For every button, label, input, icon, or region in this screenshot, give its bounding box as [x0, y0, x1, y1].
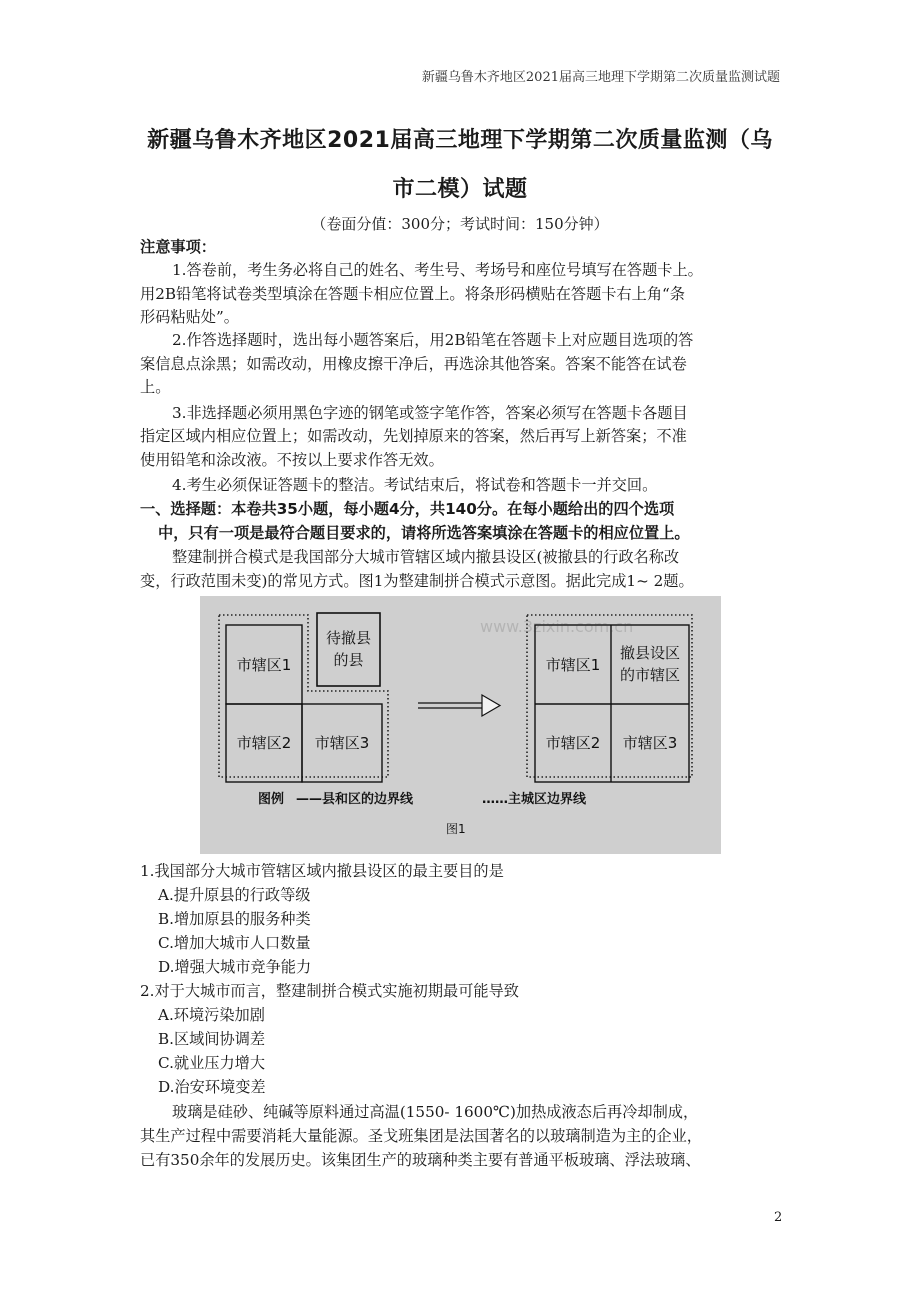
figure-1-diagram — [200, 596, 721, 854]
passage-2-line: 其生产过程中需要消耗大量能源。圣戈班集团是法国著名的以玻璃制造为主的企业， — [140, 1127, 702, 1145]
passage-1-line: 整建制拼合模式是我国部分大城市管辖区域内撤县设区(被撤县的行政名称改 — [172, 548, 680, 566]
notice-line: 上。 — [140, 378, 171, 396]
page-number: 2 — [774, 1210, 783, 1225]
notice-line: 3.非选择题必须用黑色字迹的钢笔或签字笔作答，答案必须写在答题卡各题目 — [172, 404, 688, 422]
question-1-option-a: A.提升原县的行政等级 — [158, 886, 311, 904]
question-1-option-c: C.增加大城市人口数量 — [158, 934, 311, 952]
new-district-label-line-2: 的市辖区 — [619, 666, 680, 684]
legend-dotted-line: ……主城区边界线 — [482, 792, 587, 807]
county-to-be-removed-label — [317, 627, 380, 671]
notice-line: 1.答卷前，考生务必将自己的姓名、考生号、考场号和座位号填写在答题卡上。 — [172, 261, 703, 279]
left-district-1-label: 市辖区1 — [236, 656, 292, 674]
left-district-2-label: 市辖区2 — [236, 734, 292, 752]
question-2-option-c: C.就业压力增大 — [158, 1054, 266, 1072]
notice-line: 案信息点涂黑；如需改动，用橡皮擦干净后，再选涂其他答案。答案不能答在试卷 — [140, 355, 687, 373]
notice-line: 2.作答选择题时，选出每小题答案后，用2B铅笔在答题卡上对应题目选项的答 — [172, 331, 694, 349]
notice-line: 使用铅笔和涂改液。不按以上要求作答无效。 — [140, 451, 444, 469]
right-district-1-label: 市辖区1 — [545, 656, 601, 674]
new-district-label-line-1: 撤县设区 — [619, 644, 680, 662]
exam-meta: （卷面分值：300分；考试时间：150分钟） — [311, 215, 609, 233]
notice-line: 用2B铅笔将试卷类型填涂在答题卡相应位置上。将条形码横贴在答题卡右上角“条 — [140, 285, 685, 303]
running-header: 新疆乌鲁木齐地区2021届高三地理下学期第二次质量监测试题 — [421, 70, 780, 85]
question-2-stem: 2.对于大城市而言，整建制拼合模式实施初期最可能导致 — [140, 982, 519, 1000]
new-district-label — [611, 642, 689, 686]
notice-line: 4.考生必须保证答题卡的整洁。考试结束后，将试卷和答题卡一并交回。 — [172, 476, 658, 494]
section-1-instructions: 一、选择题：本卷共35小题，每小题4分，共140分。在每小题给出的四个选项 — [140, 500, 675, 518]
watermark: www.3zixin.com.cn — [480, 617, 634, 636]
section-1-instructions-cont: 中，只有一项是最符合题目要求的，请将所选答案填涂在答题卡的相应位置上。 — [158, 524, 690, 542]
question-2-option-a: A.环境污染加剧 — [158, 1006, 265, 1024]
county-label-line-2: 的县 — [333, 651, 364, 669]
passage-2-line: 已有350余年的发展历史。该集团生产的玻璃种类主要有普通平板玻璃、浮法玻璃、 — [140, 1151, 701, 1169]
passage-1-line: 变，行政范围未变)的常见方式。图1为整建制拼合模式示意图。据此完成1~ 2题。 — [140, 572, 694, 590]
question-1-stem: 1.我国部分大城市管辖区域内撤县设区的最主要目的是 — [140, 862, 504, 880]
notice-line: 形码粘贴处”。 — [140, 308, 239, 326]
notice-heading: 注意事项： — [140, 238, 216, 256]
notice-line: 指定区域内相应位置上；如需改动，先划掉原来的答案，然后再写上新答案；不准 — [140, 427, 687, 445]
right-district-3-label: 市辖区3 — [622, 734, 678, 752]
left-district-3-label: 市辖区3 — [314, 734, 370, 752]
passage-2-line: 玻璃是硅砂、纯碱等原料通过高温(1550- 1600℃)加热成液态后再冷却制成， — [172, 1103, 699, 1121]
question-1-option-d: D.增强大城市竞争能力 — [158, 958, 312, 976]
figure-1-lines — [200, 596, 721, 854]
legend-label: 图例 — [258, 792, 285, 807]
page-title-line-1: 新疆乌鲁木齐地区2021届高三地理下学期第二次质量监测（乌 — [147, 128, 773, 153]
right-district-2-label: 市辖区2 — [545, 734, 601, 752]
question-2-option-b: B.区域间协调差 — [158, 1030, 266, 1048]
page-title-line-2: 市二模）试题 — [392, 177, 528, 202]
county-label-line-1: 待撤县 — [325, 629, 371, 647]
figure-caption: 图1 — [446, 822, 466, 836]
question-1-option-b: B.增加原县的服务种类 — [158, 910, 311, 928]
question-2-option-d: D.治安环境变差 — [158, 1078, 266, 1096]
legend-solid-line: ——县和区的边界线 — [296, 792, 414, 807]
